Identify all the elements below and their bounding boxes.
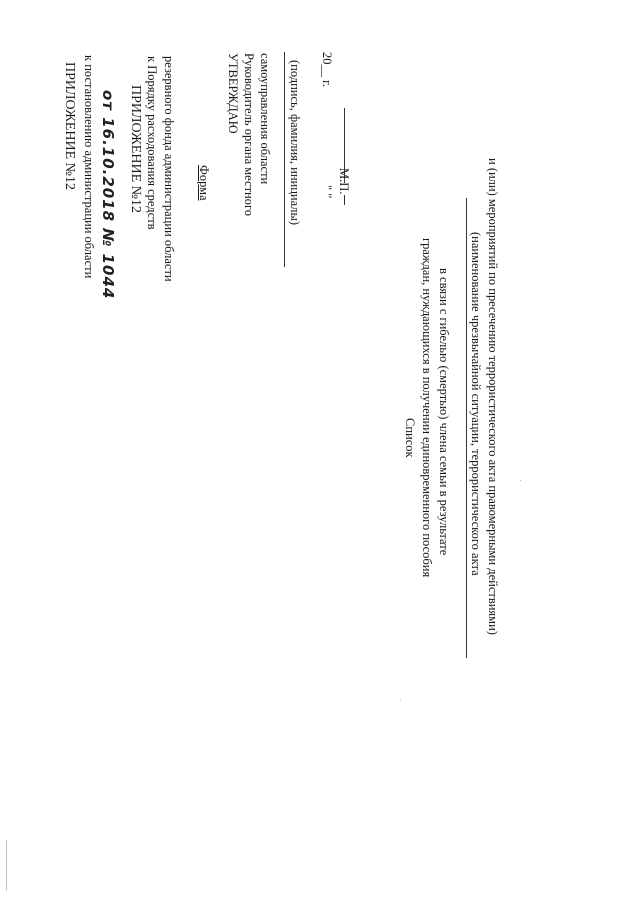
scan-speck: [520, 480, 521, 481]
appendix-order-line: к Порядку расходования средств: [145, 56, 159, 230]
list-title: Список: [403, 418, 417, 458]
approval-date-quotes: " ": [320, 185, 334, 199]
appendix-fund-line: резервного фонда администрации области: [162, 56, 176, 282]
emergency-name-line: [466, 198, 467, 658]
scan-speck: [400, 700, 401, 701]
approval-date-year: 20__ г.: [320, 52, 334, 87]
appendix-title-1: ПРИЛОЖЕНИЕ №12: [62, 62, 77, 190]
list-description-line-1: граждан, нуждающихся в получении единовременного пособия: [420, 238, 434, 578]
appendix-title-2: ПРИЛОЖЕНИЕ №12: [128, 85, 143, 213]
date-day-line: [344, 195, 345, 205]
approver-gov-line: самоуправления области: [258, 53, 272, 185]
list-description-line-2: в связи с гибелью (смертью) члена семьи в результате: [437, 268, 451, 556]
handwritten-date-number: от 16.10.2018 № 1044: [99, 90, 117, 300]
seal-label: М.П.: [337, 168, 351, 195]
signature-line: [284, 52, 285, 267]
appendix-decree-line: к постановлению администрации области: [82, 55, 96, 279]
emergency-caption-1: (наименование чрезвычайной ситуации, террористического акта: [469, 232, 483, 576]
emergency-caption-2: и (или) мероприятий по пресечению террористического акта правомерными действиями): [486, 158, 500, 635]
approver-title-line: Руководитель органа местного: [242, 53, 256, 217]
form-label: Форма: [197, 165, 211, 201]
signature-caption: (подпись, фамилия, инициалы): [288, 60, 302, 226]
approve-label: УТВЕРЖДАЮ: [226, 53, 240, 134]
scan-speck: [6, 840, 7, 890]
